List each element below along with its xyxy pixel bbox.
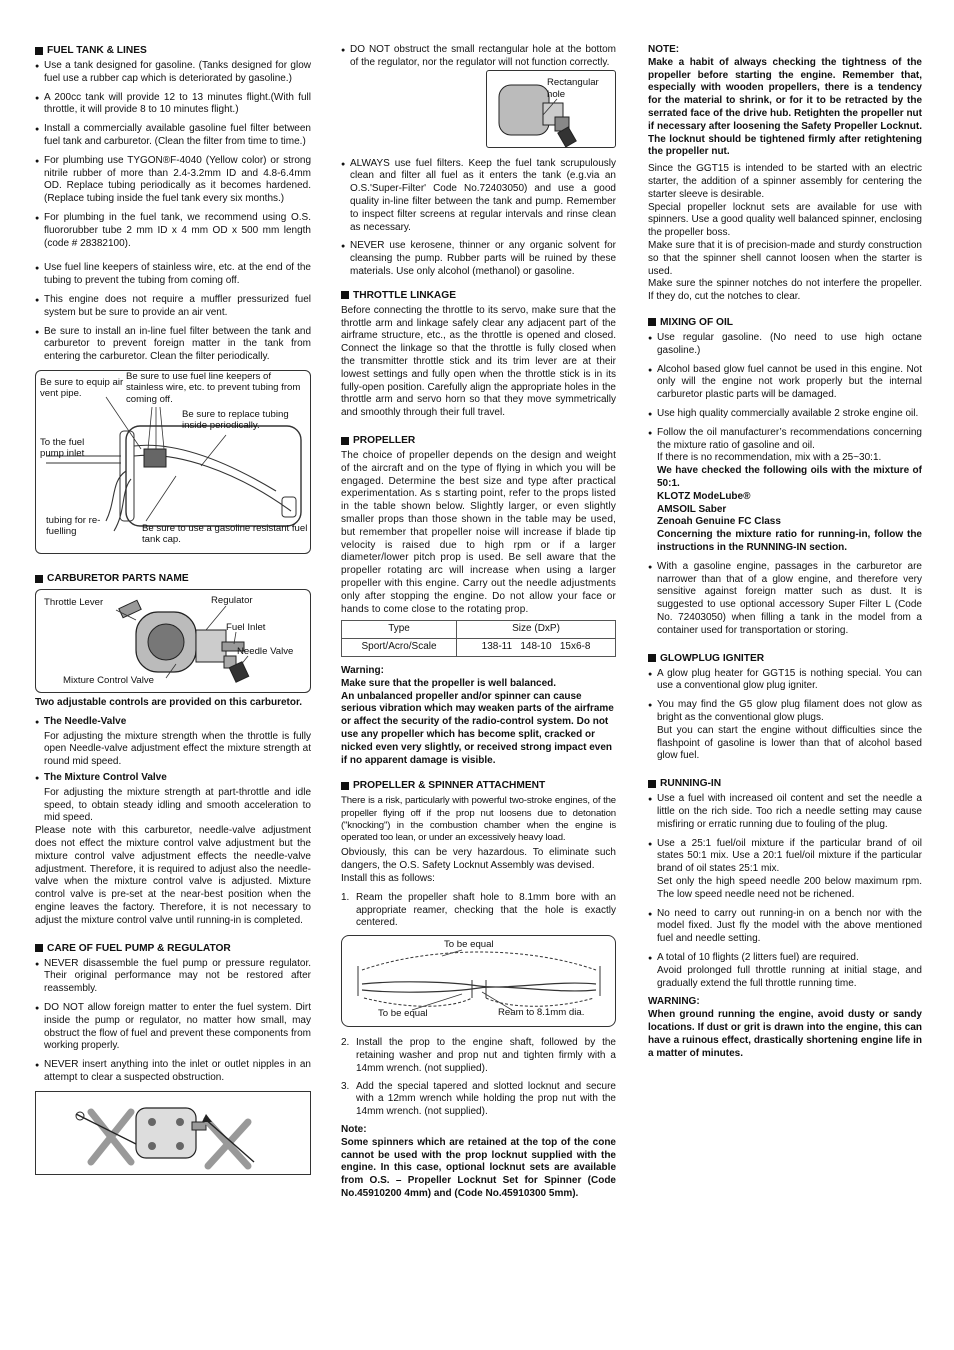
square-bullet-icon	[648, 318, 656, 326]
ream-label-diameter: Ream to 8.1mm dia.	[498, 1007, 585, 1019]
square-bullet-icon	[35, 944, 43, 952]
fuel-diagram-label-replace: Be sure to replace tubing inside periodically.	[182, 408, 289, 432]
pump-prohibited-illustration	[36, 1092, 310, 1176]
column-left	[35, 44, 311, 1175]
mixture-control-text: For adjusting the mixture strength at part-throttle and idle speed, to obtain steady idling and smooth acceleration to mid speed.	[44, 786, 311, 824]
list-item: ● Alcohol based glow fuel cannot be used in this engine. Not only will the engine not work properly but the internal carburetor plastic parts will be damaged.	[648, 364, 922, 402]
list-item: ● Follow the oil manufacturer’s recommendations concerning the mixture ratio of gasoline and oil. If there is no recommendation, mix with a 25~30:1. We have checked the following oils with the mixture of 50:1. KLOTZ ModeLube® AMSOIL Saber Zenoah Genuine FC Class Concerning the mixture ratio for running-in, follow the instructions in the RUNNING-IN section.	[648, 427, 922, 555]
oil-list	[648, 332, 922, 638]
list-item: ● A glow plug heater for GGT15 is nothing special. You can use a conventional glow plug igniter.	[648, 668, 922, 694]
throttle-text: Before connecting the throttle to its servo, make sure that the throttle arm and linkage safely clear any adjacent part of the airframe structure, etc., as the throttle is opened and closed. Connect the linkage so that the throttle is fully closed when the transmitter throttle stick and its trim lever are at their lowest settings and fully open when the throttle stick is in its fully-open position. Carefully align the appropriate holes in the throttle arm and servo horn so that they move symmetrically and smoothly through their full travel.	[341, 304, 616, 419]
ream-diagram	[341, 935, 616, 1027]
list-item: ● ALWAYS use fuel filters. Keep the fuel tank scrupulously clean and filter all fuel as it enters the tank (e.g.via an O.S.'Super-Filter' Code No.72403050) and use a good quality in-line filter between the tank and pump. Remember to inspect filter screens at regular intervals and rinse clean as necessary.	[341, 158, 616, 235]
list-item: ● Use a 25:1 fuel/oil mixture if the particular brand of oil states 50:1 mix. Use a 20:1 fuel/oil mixture if the particular brand of oil states 25:1 mix. Set only the high speed needle 200 below maximum rpm. The low speed needle need not be richened.	[648, 838, 922, 902]
list-item: ● Use regular gasoline. (No need to use high octane gasoline.)	[648, 332, 922, 358]
spinner-info-1: Since the GGT15 is intended to be started with an electric starter, the addition of a spinner assembly for centering the starter sleeve is desirable.	[648, 163, 922, 200]
fuel-tank-list	[35, 60, 311, 364]
list-item: ● NEVER insert anything into the inlet or outlet nipples in an attempt to clear a suspected obstruction.	[35, 1059, 311, 1085]
list-item: 3. Add the special tapered and slotted locknut and secure with a 12mm wrench while holding the prop nut with the 14mm wrench. (not supplied).	[341, 1080, 616, 1118]
carb-label-throttle-lever: Throttle Lever	[44, 597, 104, 609]
rectangular-hole-diagram	[486, 70, 616, 148]
fuel-diagram-label-keepers: Be sure to use fuel line keepers of stainless wire, etc. to prevent tubing from coming off.	[126, 370, 301, 405]
square-bullet-icon	[35, 47, 43, 55]
section-heading-propeller: PROPELLER	[341, 434, 616, 447]
pump-care-list-continued	[341, 44, 616, 70]
square-bullet-icon	[341, 782, 349, 790]
list-item: ● DO NOT allow foreign matter to enter the fuel system. Dirt inside the pump or regulator, no matter how small, may obstruct the flow of fuel and prevent these components from working properly.	[35, 1002, 311, 1053]
spinner-note-text: Some spinners which are retained at the top of the cone cannot be used with the prop locknut supplied with the engine. In this case, optional locknut sets are available from O.S. – Propeller Locknut Set for Spinner (Code No.45910200 4mm) and (Code No.45910300 5mm).	[341, 1136, 616, 1200]
carb-controls-list-2	[35, 772, 311, 785]
list-item: ● Use fuel line keepers of stainless wire, etc. at the end of the tubing to prevent the tubing from coming off.	[35, 262, 311, 288]
list-item: ● Use a tank designed for gasoline. (Tanks designed for glow fuel use a rubber cap which is deteriorated by gasoline.)	[35, 60, 311, 86]
list-item: ● NEVER disassemble the fuel pump or pressure regulator. Their original performance may not be restored after reassembly.	[35, 958, 311, 996]
spinner-paragraph-1: There is a risk, particularly with powerful two-stroke engines, of the propeller flying off if the prop nut loosens due to detonation ("knocking") in the combustion chamber when the engine is operated too lean, or under an excessively heavy load.	[341, 795, 616, 844]
list-item: ● Be sure to install an in-line fuel filter between the tank and carburetor to prevent foreign matter in the tank from entering the carburetor. Clean the filter periodically.	[35, 326, 311, 364]
fuel-tank-diagram	[35, 370, 311, 554]
list-item: ● The Mixture Control Valve	[35, 772, 311, 785]
fuel-diagram-label-pump-inlet: To the fuel pump inlet	[40, 436, 85, 460]
spinner-paragraph-3: Install this as follows:	[341, 873, 435, 885]
table-header-size: Size (DxP)	[457, 621, 616, 639]
table-header-type: Type	[342, 621, 457, 639]
running-in-warning-title: WARNING:	[648, 996, 700, 1008]
note-bold-text: Make a habit of always checking the tightness of the propeller before starting the engine. Remember that, especially with wooden propellers, there is a tendency for the material to shrink, or for it to be retracted by the serrated face of the drive hub. Retighten the propeller nut if necessary after loosening the Safety Propeller Locknut. The locknut should be tightened firmly after retightening the propeller nut.	[648, 56, 922, 158]
list-item: ● DO NOT obstruct the small rectangular hole at the bottom of the regulator, nor the regulator will not function correctly.	[341, 44, 616, 70]
list-item: ● NEVER use kerosene, thinner or any organic solvent for cleansing the pump. Rubber parts will be ruined by these materials. Use only alcohol (methanol) or gasoline.	[341, 240, 616, 278]
table-cell: 138-11 148-10 15x6-8	[457, 639, 616, 657]
spinner-paragraph-2: Obviously, this can be very hazardous. To eliminate such dangers, the O.S. Safety Locknut Assembly was devised.	[341, 847, 616, 872]
spinner-info-2: Special propeller locknut sets are available for use with spinners. Use a good quality well balanced spinner, enclosing the propeller boss.	[648, 201, 922, 239]
note-title: NOTE:	[648, 44, 680, 55]
square-bullet-icon	[35, 575, 43, 583]
carb-lead: Two adjustable controls are provided on this carburetor.	[35, 697, 303, 709]
section-heading-fuel-pump: CARE OF FUEL PUMP & REGULATOR	[35, 942, 311, 955]
glowplug-list	[648, 668, 922, 764]
list-item: ● A 200cc tank will provide 12 to 13 minutes flight.(With full throttle, it will provide 8 to 10 minutes flight.)	[35, 92, 311, 118]
propeller-warning-text: An unbalanced propeller and/or spinner can cause serious vibration which may weaken parts of the airframe or affect the security of the radio-control system. Do not use any propeller which has become split, cracked or nicked even very slightly, or received strong impact even if no apparent damage is visible.	[341, 690, 614, 766]
fuel-diagram-label-refuel: tubing for re-fuelling	[46, 514, 101, 538]
pump-care-list-continued-2	[341, 158, 616, 279]
list-item: ● With a gasoline engine, passages in the carburetor are narrower than that of a glow engine, and therefore very sensitive against foreign matter such as dust. It is suggested to use optional accessory Super Filter L (Code No. 72403050) when filling a tank in the model from a container used for transportation or storing.	[648, 561, 922, 638]
spinner-info-3: Make sure that it is of precision-made and sturdy construction so that the spinner shell cannot loosen when the starter is used.	[648, 239, 922, 277]
list-item: ● No need to carry out running-in on a bench nor with the model fixed. Just fly the model with the above mentioned fuel and needle setting.	[648, 908, 922, 946]
list-item: ● This engine does not require a muffler pressurized fuel system but be sure to provide an air vent.	[35, 294, 311, 320]
section-heading-spinner: PROPELLER & SPINNER ATTACHMENT	[341, 779, 616, 792]
propeller-text: The choice of propeller depends on the design and weight of the aircraft and on the type of flying in which you will be engaged. Determine the best size and type after practical experimentation. As s starting point, refer to the props listed in the table shown below. Slightly larger, or even slightly smaller props than those shown in the table may be used, but remember that propeller noise will increase if blade tip velocity is raised due to high rpm or if a larger diameter/lower pitch prop is used. Be sell aware that the propeller rotating arc will increase when using a larger propeller with this engine. Carry out the needle adjustments only after stopping the engine. Do not allow your face or hands to come close to the rotating prop.	[341, 450, 616, 615]
column-middle	[341, 44, 616, 1201]
list-item: 2. Install the prop to the engine shaft, followed by the retaining washer and prop nut and tighten firmly with a 14mm wrench. (not supplied).	[341, 1037, 616, 1074]
carb-label-needle-valve: Needle Valve	[237, 646, 294, 658]
carburetor-diagram	[35, 589, 311, 693]
running-in-list	[648, 793, 922, 990]
section-heading-oil: MIXING OF OIL	[648, 316, 922, 329]
section-heading-fuel-tank: FUEL TANK & LINES	[35, 44, 311, 57]
list-item: ● You may find the G5 glow plug filament does not glow as bright as the conventional glow plugs. But you can start the engine without difficulties since the flashpoint of gasoline is lower than that of alcohol based glow fuel.	[648, 699, 922, 763]
propeller-size-table	[341, 620, 616, 657]
list-item: ● A total of 10 flights (2 litters fuel) are required. Avoid prolonged full throttle running at initial stage, and gradually extend the full throttle running time.	[648, 952, 922, 990]
table-row	[342, 621, 616, 639]
needle-valve-text: For adjusting the mixture strength when the throttle is fully open Needle-valve adjustment effect the mixture strength at round mid speed.	[44, 730, 311, 768]
carb-label-regulator: Regulator	[211, 595, 253, 607]
spinner-steps-2	[341, 1037, 616, 1119]
section-heading-glowplug: GLOWPLUG IGNITER	[648, 652, 922, 665]
list-item: ● For plumbing in the fuel tank, we recommend using O.S. fluororubber tube 2 mm ID x 4 mm OD x 500 mm length (code # 28382100).	[35, 212, 311, 250]
spinner-info-4: Make sure the spinner notches do not interfere the propeller. If they do, cut the notches to clear.	[648, 278, 922, 303]
propeller-warning-line1: Make sure that the propeller is well balanced.	[341, 677, 557, 689]
section-heading-throttle: THROTTLE LINKAGE	[341, 289, 616, 302]
carb-controls-list	[35, 716, 311, 729]
spinner-note-title: Note:	[341, 1124, 367, 1136]
ream-label-equal-top: To be equal	[444, 939, 494, 951]
ream-label-equal-bottom: To be equal	[378, 1008, 428, 1020]
square-bullet-icon	[648, 654, 656, 662]
list-item: 1. Ream the propeller shaft hole to 8.1mm bore with an appropriate reamer, checking that the hole is exactly centered.	[341, 891, 616, 929]
square-bullet-icon	[341, 291, 349, 299]
pump-care-list	[35, 958, 311, 1085]
list-item: ● Use high quality commercially available 2 stroke engine oil.	[648, 408, 922, 421]
list-item: ● For plumbing use TYGON®F-4040 (Yellow color) or strong nitrile rubber of more than 2.4-3.2mm ID and 4.8-6.4mm OD. Replace tubing periodically as it becomes hardened. (Replace tubing inside the fuel tank every six months.)	[35, 155, 311, 206]
list-item: ● The Needle-Valve	[35, 716, 311, 729]
carb-label-mixture-control: Mixture Control Valve	[63, 675, 154, 687]
list-item: ● Install a commercially available gasoline fuel filter between fuel tank and carburetor. (Clean the filter from time to time.)	[35, 123, 311, 149]
propeller-warning-title: Warning:	[341, 664, 384, 676]
running-in-warning-text: When ground running the engine, avoid dusty or sandy locations. If dust or grit is drawn into the engine, this can have a ruinous effect, drastically shortening engine life in a matter of minutes.	[648, 1009, 922, 1059]
spinner-steps	[341, 892, 616, 930]
list-item: ● Use a fuel with increased oil content and set the needle a little on the rich side. Too rich a needle setting may cause misfiring or erratic running due to fouling of the plug.	[648, 793, 922, 831]
square-bullet-icon	[648, 780, 656, 788]
pump-do-not-diagram	[35, 1091, 311, 1175]
table-row	[342, 639, 616, 657]
section-heading-running-in: RUNNING-IN	[648, 777, 922, 790]
section-heading-carburetor: CARBURETOR PARTS NAME	[35, 572, 311, 585]
carb-paragraph: Please note with this carburetor, needle-valve adjustment does not effect the mixture control valve adjustment but the mixture control valve adjustment effects the needle-valve adjustment. Therefore, it is required to adjust also the needle-valve when the mixture control valve is adjusted. Mixture control valve is pre-set at the near-best position when the engine leaves the factory. Therefore, it is not necessary to adjust the mixture control valve until running-in is completed.	[35, 825, 311, 926]
carb-label-fuel-inlet: Fuel Inlet	[226, 622, 266, 634]
fuel-diagram-label-air-vent: Be sure to equip air vent pipe.	[40, 376, 124, 400]
fuel-diagram-label-tank-cap: Be sure to use a gasoline resistant fuel tank cap.	[142, 522, 308, 546]
table-cell: Sport/Acro/Scale	[342, 639, 457, 657]
column-right	[648, 44, 922, 1060]
rectangular-hole-label: Rectangular hole	[547, 76, 599, 100]
square-bullet-icon	[341, 437, 349, 445]
